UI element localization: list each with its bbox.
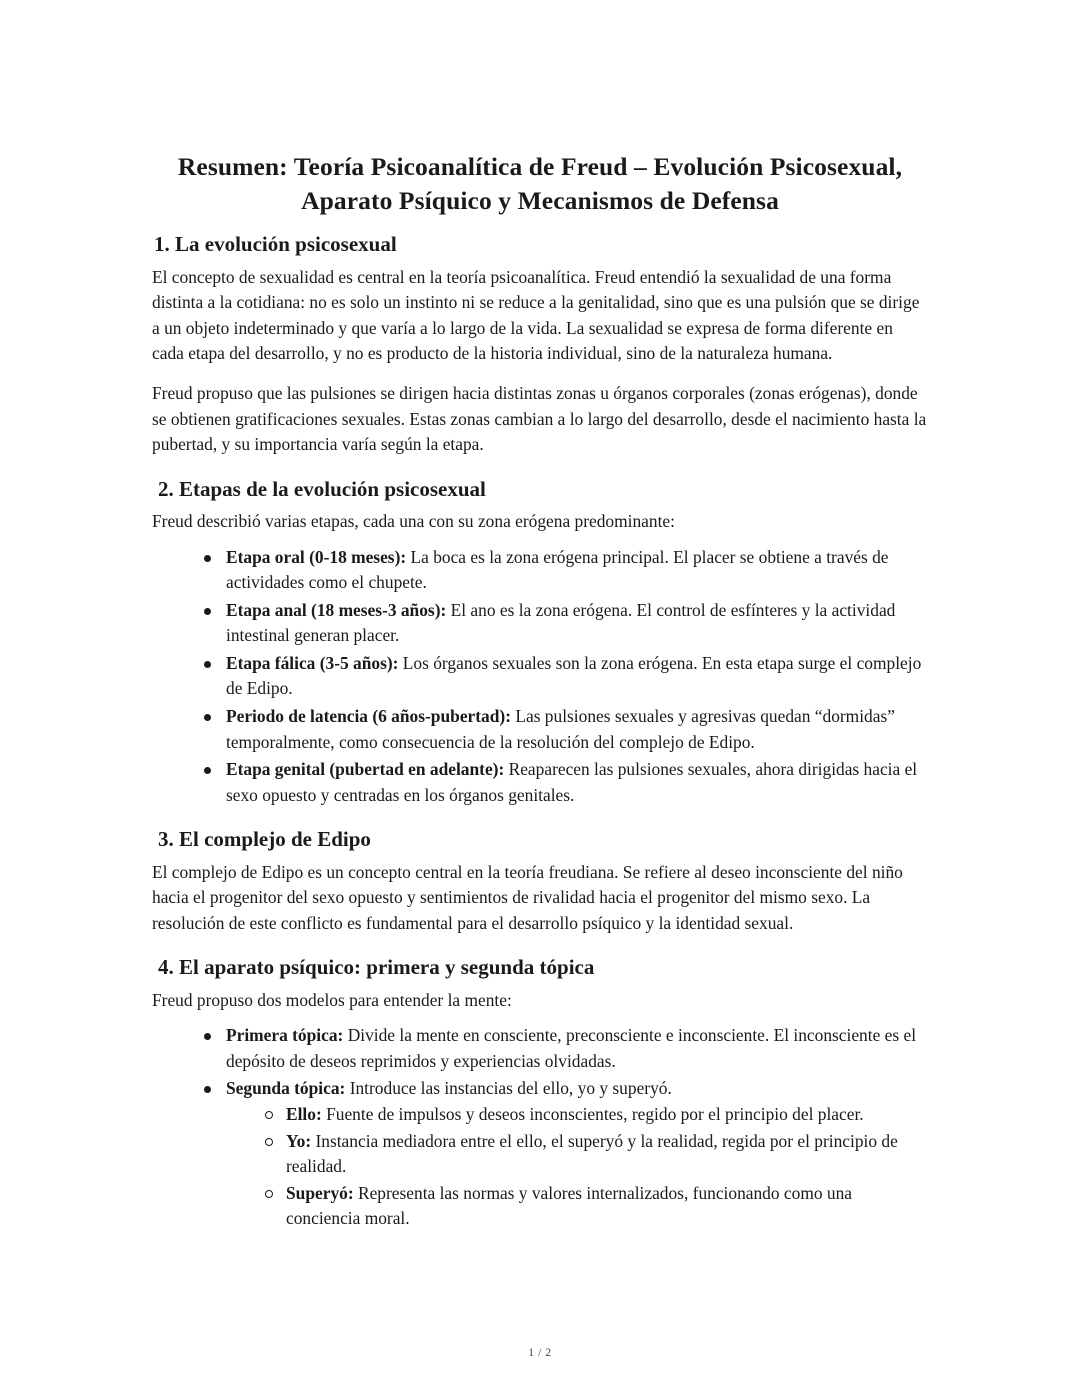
list-item-text: Introduce las instancias del ello, yo y superyó. <box>345 1078 672 1099</box>
section-2-intro: Freud describió varias etapas, cada una con su zona erógena predominante: <box>152 510 675 531</box>
list-item-text: El ano es la zona erógena. El control de esfínteres y la actividad intestinal generan placer. <box>226 599 896 646</box>
list-item <box>204 1076 928 1231</box>
section-1-paragraph-1: El concepto de sexualidad es central en la teoría psicoanalítica. Freud entendió la sexualidad de una forma distinta a la cotidiana: no es solo un instinto ni se reduce a la genitalidad, sino que es una pulsión que se dirige a un objeto indeterminado y que varía a lo largo de la vida. La sexualidad se expresa de forma diferente en cada etapa del desarrollo, y no es producto de la historia individual, sino de la naturaleza humana. <box>152 266 920 364</box>
list-item-lead: Segunda tópica: <box>226 1078 346 1099</box>
psychic-apparatus-list <box>152 1023 928 1232</box>
list-item <box>204 757 928 808</box>
list-item <box>264 1102 928 1128</box>
list-item-text: Los órganos sexuales son la zona erógena. En esta etapa surge el complejo de Edipo. <box>226 652 922 699</box>
psychic-instances-sublist <box>226 1102 928 1232</box>
list-item-lead: Periodo de latencia (6 años-pubertad): <box>226 706 511 726</box>
page-title: Resumen: Teoría Psicoanalítica de Freud – Evolución Psicosexual, Aparato Psíquico y Mecanismos de Defensa <box>177 152 903 215</box>
list-item-lead: Superyó: <box>286 1182 354 1203</box>
list-item-lead: Etapa fálica (3-5 años): <box>226 652 399 673</box>
section-heading-2: 2. Etapas de la evolución psicosexual <box>158 476 486 501</box>
list-item-lead: Ello: <box>286 1103 322 1124</box>
list-item-text: Divide la mente en consciente, preconsciente e inconsciente. El inconsciente es el depósito de deseos reprimidos y experiencias olvidadas. <box>226 1025 917 1071</box>
list-item-lead: Yo: <box>286 1130 312 1151</box>
list-item-lead: Etapa oral (0-18 meses): <box>226 546 407 567</box>
section-heading-4: 4. El aparato psíquico: primera y segunda tópica <box>158 955 595 980</box>
section-3-paragraph-1: El complejo de Edipo es un concepto central en la teoría freudiana. Se refiere al deseo inconsciente del niño hacia el progenitor del sexo opuesto y sentimientos de rivalidad hacia el progenitor del mismo sexo. La resolución de este conflicto es fundamental para el desarrollo psíquico y la identidad sexual. <box>152 861 903 933</box>
list-item-text: Instancia mediadora entre el ello, el superyó y la realidad, regida por el principio de realidad. <box>286 1130 898 1177</box>
list-item-text: Las pulsiones sexuales y agresivas quedan “dormidas” temporalmente, como consecuencia de la resolución del complejo de Edipo. <box>226 706 895 752</box>
section-heading-1: 1. La evolución psicosexual <box>154 232 397 257</box>
section-heading-3: 3. El complejo de Edipo <box>158 827 371 852</box>
list-item-lead: Primera tópica: <box>226 1025 344 1046</box>
list-item-text: La boca es la zona erógena principal. El placer se obtiene a través de actividades como el chupete. <box>226 546 889 593</box>
list-item <box>204 545 928 596</box>
list-item-text: Reaparecen las pulsiones sexuales, ahora dirigidas hacia el sexo opuesto y centradas en los órganos genitales. <box>226 759 918 805</box>
list-item <box>264 1129 928 1180</box>
list-item-lead: Etapa genital (pubertad en adelante): <box>226 759 505 780</box>
list-item <box>204 598 928 649</box>
section-4-intro: Freud propuso dos modelos para entender la mente: <box>152 989 512 1010</box>
list-item-text: Representa las normas y valores internalizados, funcionando como una conciencia moral. <box>286 1182 853 1229</box>
list-item <box>204 1023 928 1074</box>
list-item <box>264 1181 928 1232</box>
list-item <box>204 704 928 755</box>
page-number: 1 / 2 <box>528 1347 552 1359</box>
list-item <box>204 651 928 702</box>
psychosexual-stages-list <box>152 545 928 809</box>
list-item-text: Fuente de impulsos y deseos inconscientes, regido por el principio del placer. <box>321 1103 864 1124</box>
section-1-paragraph-2: Freud propuso que las pulsiones se dirigen hacia distintas zonas u órganos corporales (zonas erógenas), donde se obtienen gratificaciones sexuales. Estas zonas cambian a lo largo del desarrollo, desde el nacimiento hasta la pubertad, y su importancia varía según la etapa. <box>152 382 927 455</box>
list-item-lead: Etapa anal (18 meses-3 años): <box>226 599 447 620</box>
